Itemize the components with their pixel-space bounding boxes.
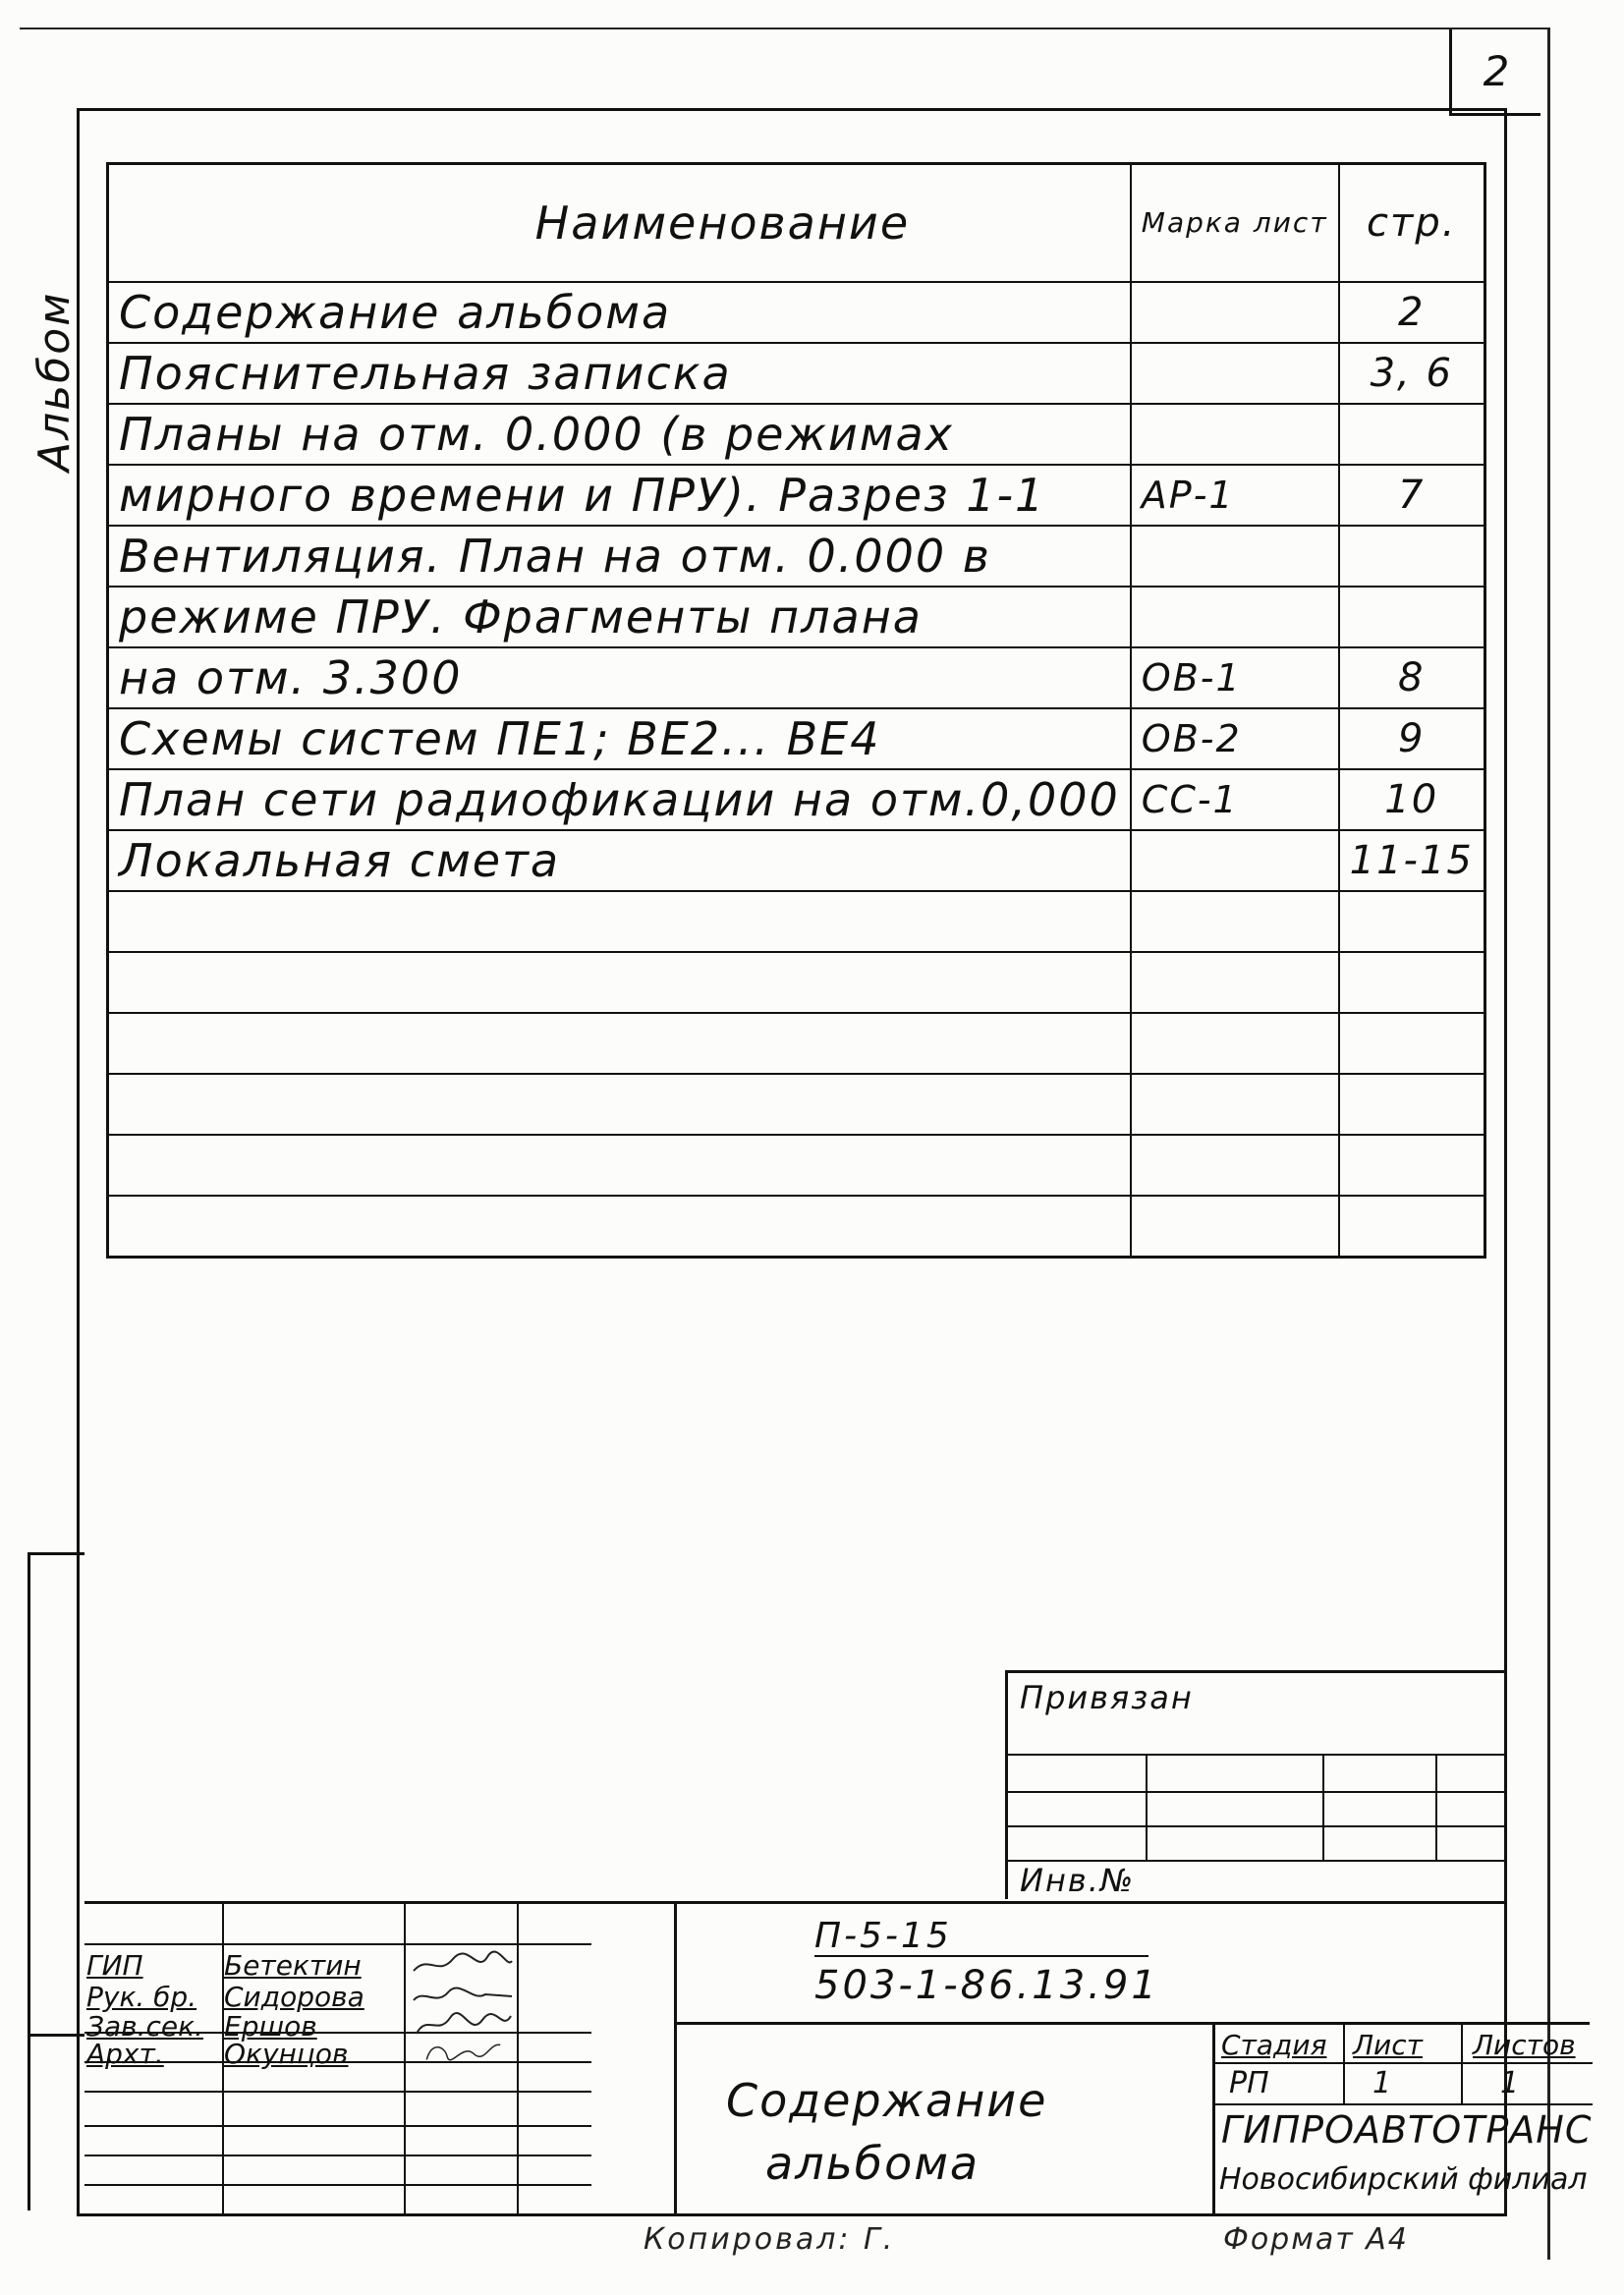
inventory-label: Инв.№ (1020, 1862, 1136, 1899)
stamp-line (1322, 1754, 1324, 1862)
row-page (1339, 1135, 1485, 1196)
row-mark (1131, 891, 1339, 952)
grid-line (1461, 2025, 1463, 2103)
row-page (1339, 891, 1485, 952)
row-mark: СС-1 (1131, 769, 1339, 830)
header-name: Наименование (108, 164, 1131, 283)
row-mark: ОВ-2 (1131, 708, 1339, 769)
code-line-2: 503-1-86.13.91 (814, 1963, 1159, 2008)
contents-row (108, 1074, 1485, 1135)
binding-divider (30, 2034, 84, 2037)
header-mark: Марка лист (1131, 164, 1339, 283)
row-mark (1131, 282, 1339, 343)
signature-icon (409, 1949, 517, 1979)
contents-row (108, 1135, 1485, 1196)
row-page: 10 (1339, 769, 1485, 830)
grid-line (1343, 2025, 1345, 2103)
row-name (108, 891, 1131, 952)
sheets-value: 1 (1500, 2066, 1520, 2100)
row-page: 9 (1339, 708, 1485, 769)
document-lower (674, 2022, 1593, 2216)
row-mark (1131, 1013, 1339, 1074)
paper-format: Формат А4 (1223, 2222, 1409, 2257)
document-code (674, 1904, 1590, 2022)
signature-icon (409, 2038, 517, 2067)
title-block (84, 1901, 1593, 2213)
row-page (1339, 1074, 1485, 1135)
row-page (1339, 526, 1485, 587)
sheet-value: 1 (1372, 2066, 1392, 2100)
code-line-1: П-5-15 (814, 1916, 952, 1956)
contents-row (108, 891, 1485, 952)
contents-header-row (108, 164, 1485, 283)
contents-row (108, 526, 1485, 587)
sheets-header: Листов (1473, 2029, 1576, 2061)
contents-row (108, 952, 1485, 1013)
stamp-line (1008, 1825, 1506, 1827)
row-name: План сети радиофикации на отм.0,000 (108, 769, 1131, 830)
row-name (108, 1196, 1131, 1258)
grid-line (84, 2155, 591, 2156)
header-page: стр. (1339, 164, 1485, 283)
binding-strip (28, 1552, 87, 2211)
staff-role: Рук. бр. (86, 1981, 197, 2013)
sheet-number: 2 (1449, 29, 1540, 116)
row-page (1339, 952, 1485, 1013)
binding-stamp-title: Привязан (1020, 1679, 1194, 1716)
stamp-line (1435, 1754, 1437, 1862)
row-name (108, 1074, 1131, 1135)
copied-by: Копировал: Г. (644, 2222, 896, 2257)
grid-line (517, 1904, 519, 2213)
row-mark (1131, 343, 1339, 404)
grid-line (1215, 2062, 1593, 2064)
row-name (108, 952, 1131, 1013)
contents-row (108, 1013, 1485, 1074)
contents-row (108, 1196, 1485, 1258)
contents-row (108, 708, 1485, 769)
document-title (726, 2069, 1047, 2195)
row-mark (1131, 1074, 1339, 1135)
row-name: мирного времени и ПРУ). Разрез 1-1 (108, 465, 1131, 526)
document-title-line-2: альбома (765, 2137, 980, 2190)
row-name: Схемы систем ПЕ1; ВЕ2... ВЕ4 (108, 708, 1131, 769)
staff-role: ГИП (86, 1949, 143, 1982)
grid-line (84, 1943, 591, 1945)
row-page (1339, 1013, 1485, 1074)
row-mark (1131, 587, 1339, 647)
organization-name: ГИПРОАВТОТРАНС (1221, 2108, 1593, 2152)
binding-divider (30, 1552, 84, 1555)
stamp-line (1008, 1754, 1506, 1756)
row-mark: АР-1 (1131, 465, 1339, 526)
stamp-line (1146, 1754, 1148, 1862)
row-name: на отм. 3.300 (108, 647, 1131, 708)
row-mark (1131, 526, 1339, 587)
row-name: Планы на отм. 0.000 (в режимах (108, 404, 1131, 465)
stage-header: Стадия (1221, 2029, 1327, 2061)
binding-stamp (1005, 1670, 1506, 1899)
grid-line (84, 2184, 591, 2186)
contents-row (108, 404, 1485, 465)
row-page: 7 (1339, 465, 1485, 526)
row-page: 11-15 (1339, 830, 1485, 891)
row-page: 8 (1339, 647, 1485, 708)
row-name: Пояснительная записка (108, 343, 1131, 404)
contents-table (106, 162, 1486, 1259)
staff-name: Окунцов (224, 2038, 349, 2070)
row-name (108, 1013, 1131, 1074)
staff-role: Архт. (86, 2038, 164, 2070)
contents-row (108, 282, 1485, 343)
staff-name: Ершов (224, 2010, 317, 2043)
row-mark (1131, 952, 1339, 1013)
grid-line (404, 1904, 406, 2213)
contents-row (108, 343, 1485, 404)
sheet-header: Лист (1353, 2029, 1423, 2061)
staff-name: Сидорова (224, 1981, 364, 2013)
contents-row (108, 465, 1485, 526)
row-mark (1131, 1135, 1339, 1196)
contents-row (108, 647, 1485, 708)
code-underline (814, 1955, 1148, 1957)
row-mark (1131, 1196, 1339, 1258)
signature-icon (409, 2010, 517, 2040)
row-mark (1131, 830, 1339, 891)
organization-branch: Новосибирский филиал (1219, 2162, 1588, 2197)
stage-value: РП (1229, 2066, 1269, 2100)
signature-icon (409, 1981, 517, 2010)
row-mark (1131, 404, 1339, 465)
document-title-line-1: Содержание (726, 2074, 1048, 2127)
grid-line (1215, 2103, 1593, 2105)
contents-body (108, 282, 1485, 1258)
contents-row (108, 830, 1485, 891)
stamp-line (1008, 1791, 1506, 1793)
row-page: 3, 6 (1339, 343, 1485, 404)
row-mark: ОВ-1 (1131, 647, 1339, 708)
row-name: Вентиляция. План на отм. 0.000 в (108, 526, 1131, 587)
staff-role: Зав.сек. (86, 2010, 203, 2043)
row-name: Локальная смета (108, 830, 1131, 891)
staff-name: Бетектин (224, 1949, 362, 1982)
contents-row (108, 587, 1485, 647)
row-page (1339, 1196, 1485, 1258)
grid-line (84, 2125, 591, 2127)
row-name: Содержание альбома (108, 282, 1131, 343)
stage-block (1212, 2025, 1593, 2216)
row-name: режиме ПРУ. Фрагменты плана (108, 587, 1131, 647)
row-page: 2 (1339, 282, 1485, 343)
row-page (1339, 587, 1485, 647)
grid-line (84, 2091, 591, 2093)
side-label-album: Альбом (29, 291, 80, 472)
row-name (108, 1135, 1131, 1196)
staff-grid (84, 1904, 591, 2213)
contents-row (108, 769, 1485, 830)
row-page (1339, 404, 1485, 465)
